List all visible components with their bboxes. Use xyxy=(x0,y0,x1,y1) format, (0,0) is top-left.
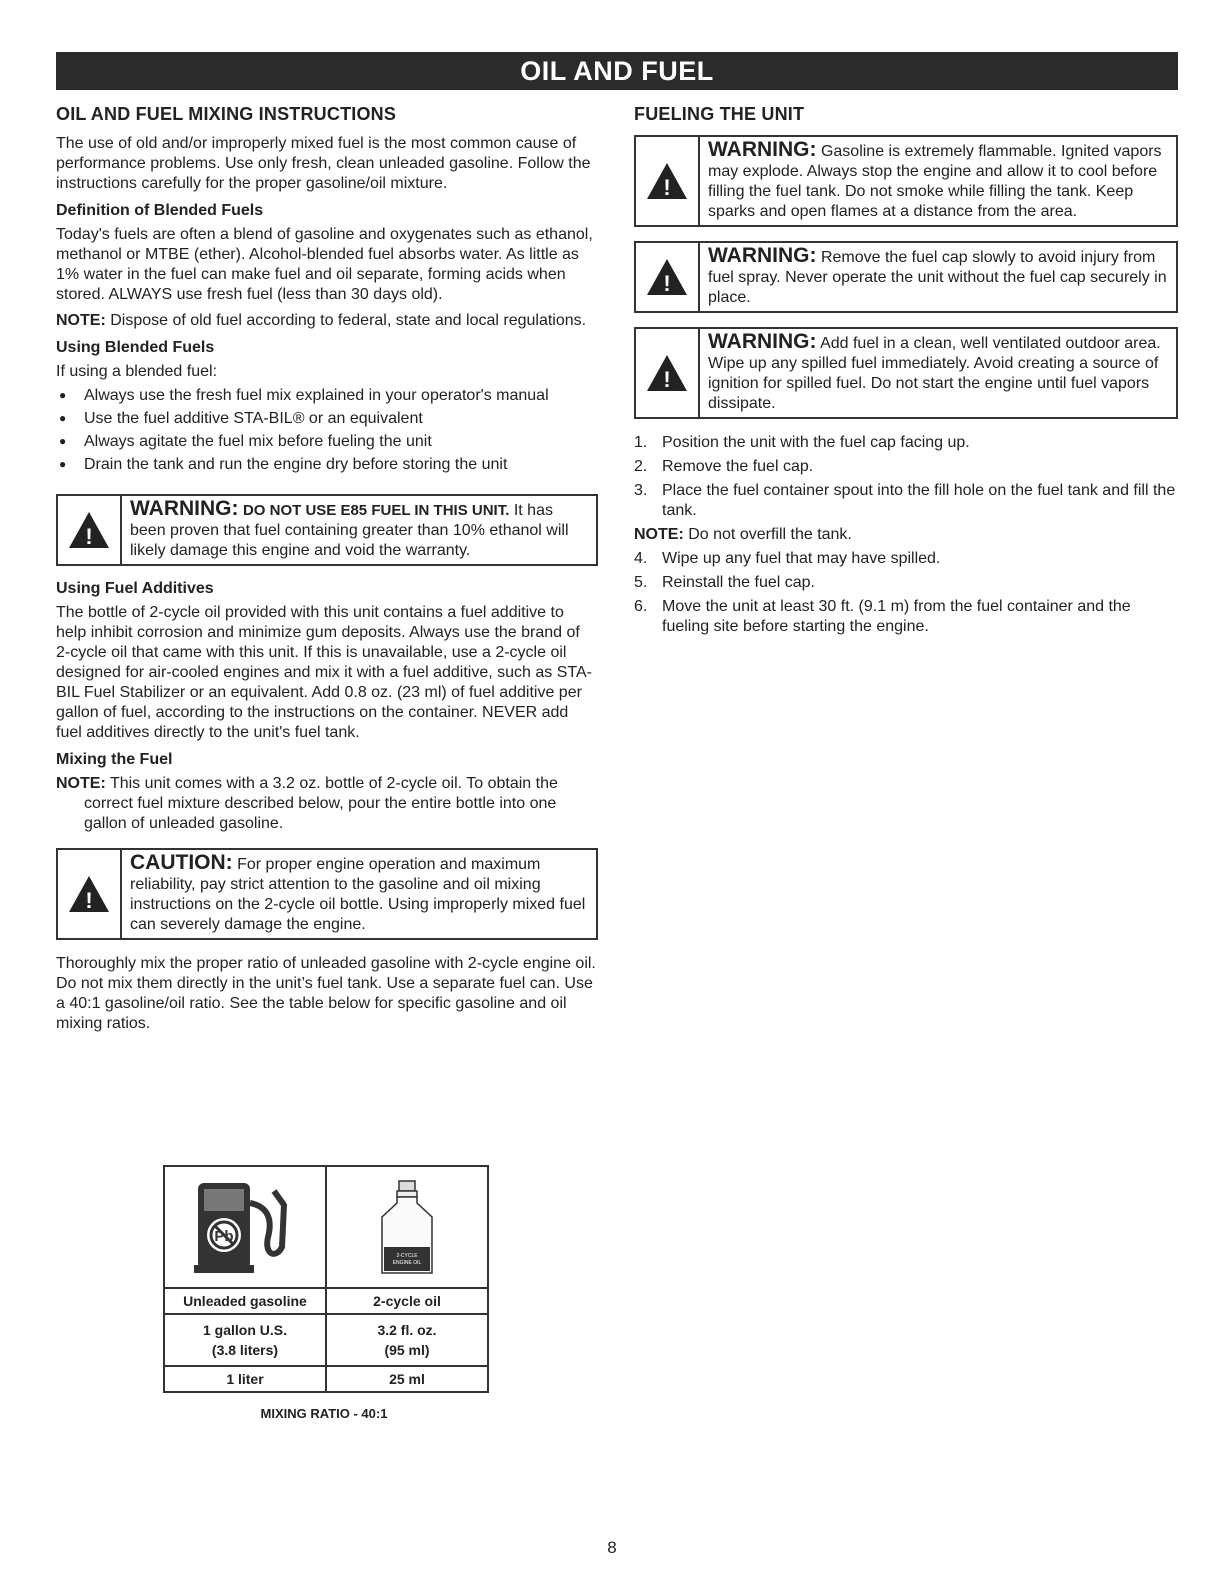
list-item: ● Always use the fresh fuel mix explained in your operator's manual xyxy=(59,387,549,404)
right-column xyxy=(634,104,1178,641)
list-item: ● Use the fuel additive STA-BIL® or an equivalent xyxy=(59,410,423,427)
e85-warning-box xyxy=(56,494,598,566)
warning-text: Gasoline is extremely flammable. Ignited vapors may explode. Always stop the engine and allow it to cool before filling the fuel tank. Do not smoke while filling the tank. Keep sparks and open flames at a distance from the area. xyxy=(708,143,1162,220)
warning-text: Remove the fuel cap slowly to avoid injury from fuel spray. Never operate the unit without the fuel cap securely in place. xyxy=(708,249,1167,306)
fuel-additives-text: The bottle of 2-cycle oil provided with this unit contains a fuel additive to help inhibit corrosion and minimize gum deposits. Always use the brand of 2-cycle oil that came with this unit. If this is unavailable, use a 2-cycle oil designed for air-cooled engines and mix it with a fuel additive, such as STA-BIL Fuel Stabilizer or an equivalent. Add 0.8 oz. (23 ml) of fuel additive per gallon of fuel, according to the instructions on the container. NEVER add fuel additives directly to the unit's fuel tank. xyxy=(56,604,592,741)
warning-triangle-icon xyxy=(636,243,700,311)
warning-triangle-icon xyxy=(58,496,122,564)
warning-keyword: WARNING: xyxy=(708,330,817,353)
e85-warning-caps: DO NOT USE E85 FUEL IN THIS UNIT. xyxy=(242,502,510,519)
blended-fuels-definition-heading: Definition of Blended Fuels xyxy=(56,202,264,219)
list-item: 2. Remove the fuel cap. xyxy=(634,458,814,475)
warning-triangle-icon xyxy=(636,137,700,225)
page-number: 8 xyxy=(607,1538,617,1557)
flammable-warning-box xyxy=(634,135,1178,227)
list-item: 1. Position the unit with the fuel cap facing up. xyxy=(634,434,970,451)
warning-triangle-icon xyxy=(636,329,700,417)
list-item: 4. Wipe up any fuel that may have spilled. xyxy=(634,550,941,567)
list-item: ● Always agitate the fuel mix before fueling the unit xyxy=(59,433,432,450)
ventilation-warning-box xyxy=(634,327,1178,419)
caution-box xyxy=(56,848,598,940)
mixing-instructions-heading: OIL AND FUEL MIXING INSTRUCTIONS xyxy=(56,104,397,124)
table-cell: (95 ml) xyxy=(384,1342,430,1358)
note-text: Dispose of old fuel according to federal, state and local regulations. xyxy=(110,312,587,329)
bottle-label: 2-CYCLE xyxy=(396,1253,418,1259)
note-overfill xyxy=(634,525,1178,545)
svg-text:!: ! xyxy=(663,367,671,392)
note-label: NOTE: xyxy=(56,312,106,329)
bottle-label: ENGINE OIL xyxy=(392,1260,422,1266)
table-cell: (3.8 liters) xyxy=(211,1342,279,1358)
section-banner: OIL AND FUEL xyxy=(56,52,1178,90)
table-header-row xyxy=(165,1289,487,1315)
mixing-fuel-heading: Mixing the Fuel xyxy=(56,751,173,768)
column-header: Unleaded gasoline xyxy=(183,1293,307,1309)
table-cell: 1 gallon U.S. xyxy=(202,1322,287,1338)
table-row xyxy=(165,1315,487,1367)
note-text: Do not overfill the tank. xyxy=(688,526,852,543)
table-cell: 3.2 fl. oz. xyxy=(377,1322,437,1338)
list-item: 5. Reinstall the fuel cap. xyxy=(634,574,815,591)
warning-keyword: WARNING: xyxy=(708,244,817,267)
fuel-additives-heading: Using Fuel Additives xyxy=(56,580,214,597)
note-text: This unit comes with a 3.2 oz. bottle of 2-cycle oil. To obtain the correct fuel mixture described below, pour the entire bottle into one gallon of unleaded gasoline. xyxy=(84,775,558,832)
fueling-heading: FUELING THE UNIT xyxy=(634,104,805,124)
warning-keyword: WARNING: xyxy=(130,497,239,520)
gas-pump-icon xyxy=(165,1167,325,1287)
svg-text:!: ! xyxy=(663,271,671,296)
caution-text: For proper engine operation and maximum reliability, pay strict attention to the gasoline and oil mixing instructions on the 2-cycle oil bottle. Using improperly mixed fuel can severely damage the engine. xyxy=(130,856,586,933)
table-cell: 1 liter xyxy=(226,1371,264,1387)
using-blended-intro: If using a blended fuel: xyxy=(56,363,218,380)
blended-fuels-definition-text: Today's fuels are often a blend of gasoline and oxygenates such as ethanol, methanol or MTBE (ether). Alcohol-blended fuel absorbs water. As little as 1% water in the fuel can make fuel and oil separate, forming acids when stored. ALWAYS use fresh fuel (less than 30 days old). xyxy=(56,226,593,303)
note-bottle xyxy=(56,774,598,834)
mixing-ratio-table xyxy=(163,1165,489,1393)
note-label: NOTE: xyxy=(634,526,684,543)
blended-fuel-list xyxy=(56,384,598,476)
mix-ratio-paragraph: Thoroughly mix the proper ratio of unleaded gasoline with 2-cycle engine oil. Do not mix them directly in the unit’s fuel tank. Use a separate fuel can. Use a 40:1 gasoline/oil ratio. See the table below for specific gasoline and oil mixing ratios. xyxy=(56,955,596,1032)
intro-paragraph: The use of old and/or improperly mixed fuel is the most common cause of performance problems. Use only fresh, clean unleaded gasoline. Follow the instructions carefully for the proper gasoline/oil mixture. xyxy=(56,135,591,192)
e85-warning-text: It has been proven that fuel containing greater than 10% ethanol will likely damage this engine and void the warranty. xyxy=(130,502,569,559)
oil-bottle-icon xyxy=(325,1167,487,1287)
svg-text:!: ! xyxy=(85,888,93,913)
list-item: ● Drain the tank and run the engine dry before storing the unit xyxy=(59,456,508,473)
list-item: 6. Move the unit at least 30 ft. (9.1 m) from the fuel container and the fueling site before starting the engine. xyxy=(634,598,1131,635)
note-dispose xyxy=(56,311,598,331)
warning-text: Add fuel in a clean, well ventilated outdoor area. Wipe up any spilled fuel immediately. Avoid creating a source of ignition for spilled fuel. Do not start the engine until fuel vapors dissipate. xyxy=(708,335,1161,412)
column-header: 2-cycle oil xyxy=(325,1289,487,1313)
left-column xyxy=(56,104,598,1040)
svg-text:Pb: Pb xyxy=(214,1228,234,1245)
svg-text:!: ! xyxy=(663,175,671,200)
caution-keyword: CAUTION: xyxy=(130,851,233,874)
list-item: 3. Place the fuel container spout into the fill hole on the fuel tank and fill the tank. xyxy=(634,482,1176,519)
warning-triangle-icon xyxy=(58,850,122,938)
table-row xyxy=(165,1367,487,1391)
fueling-steps-continued xyxy=(634,549,1178,637)
table-cell: 25 ml xyxy=(325,1367,487,1391)
warning-keyword: WARNING: xyxy=(708,138,817,161)
table-caption: MIXING RATIO - 40:1 xyxy=(260,1406,388,1421)
fuel-cap-warning-box xyxy=(634,241,1178,313)
note-label: NOTE: xyxy=(56,775,106,792)
fueling-steps xyxy=(634,433,1178,521)
using-blended-fuels-heading: Using Blended Fuels xyxy=(56,339,215,356)
svg-text:!: ! xyxy=(85,524,93,549)
